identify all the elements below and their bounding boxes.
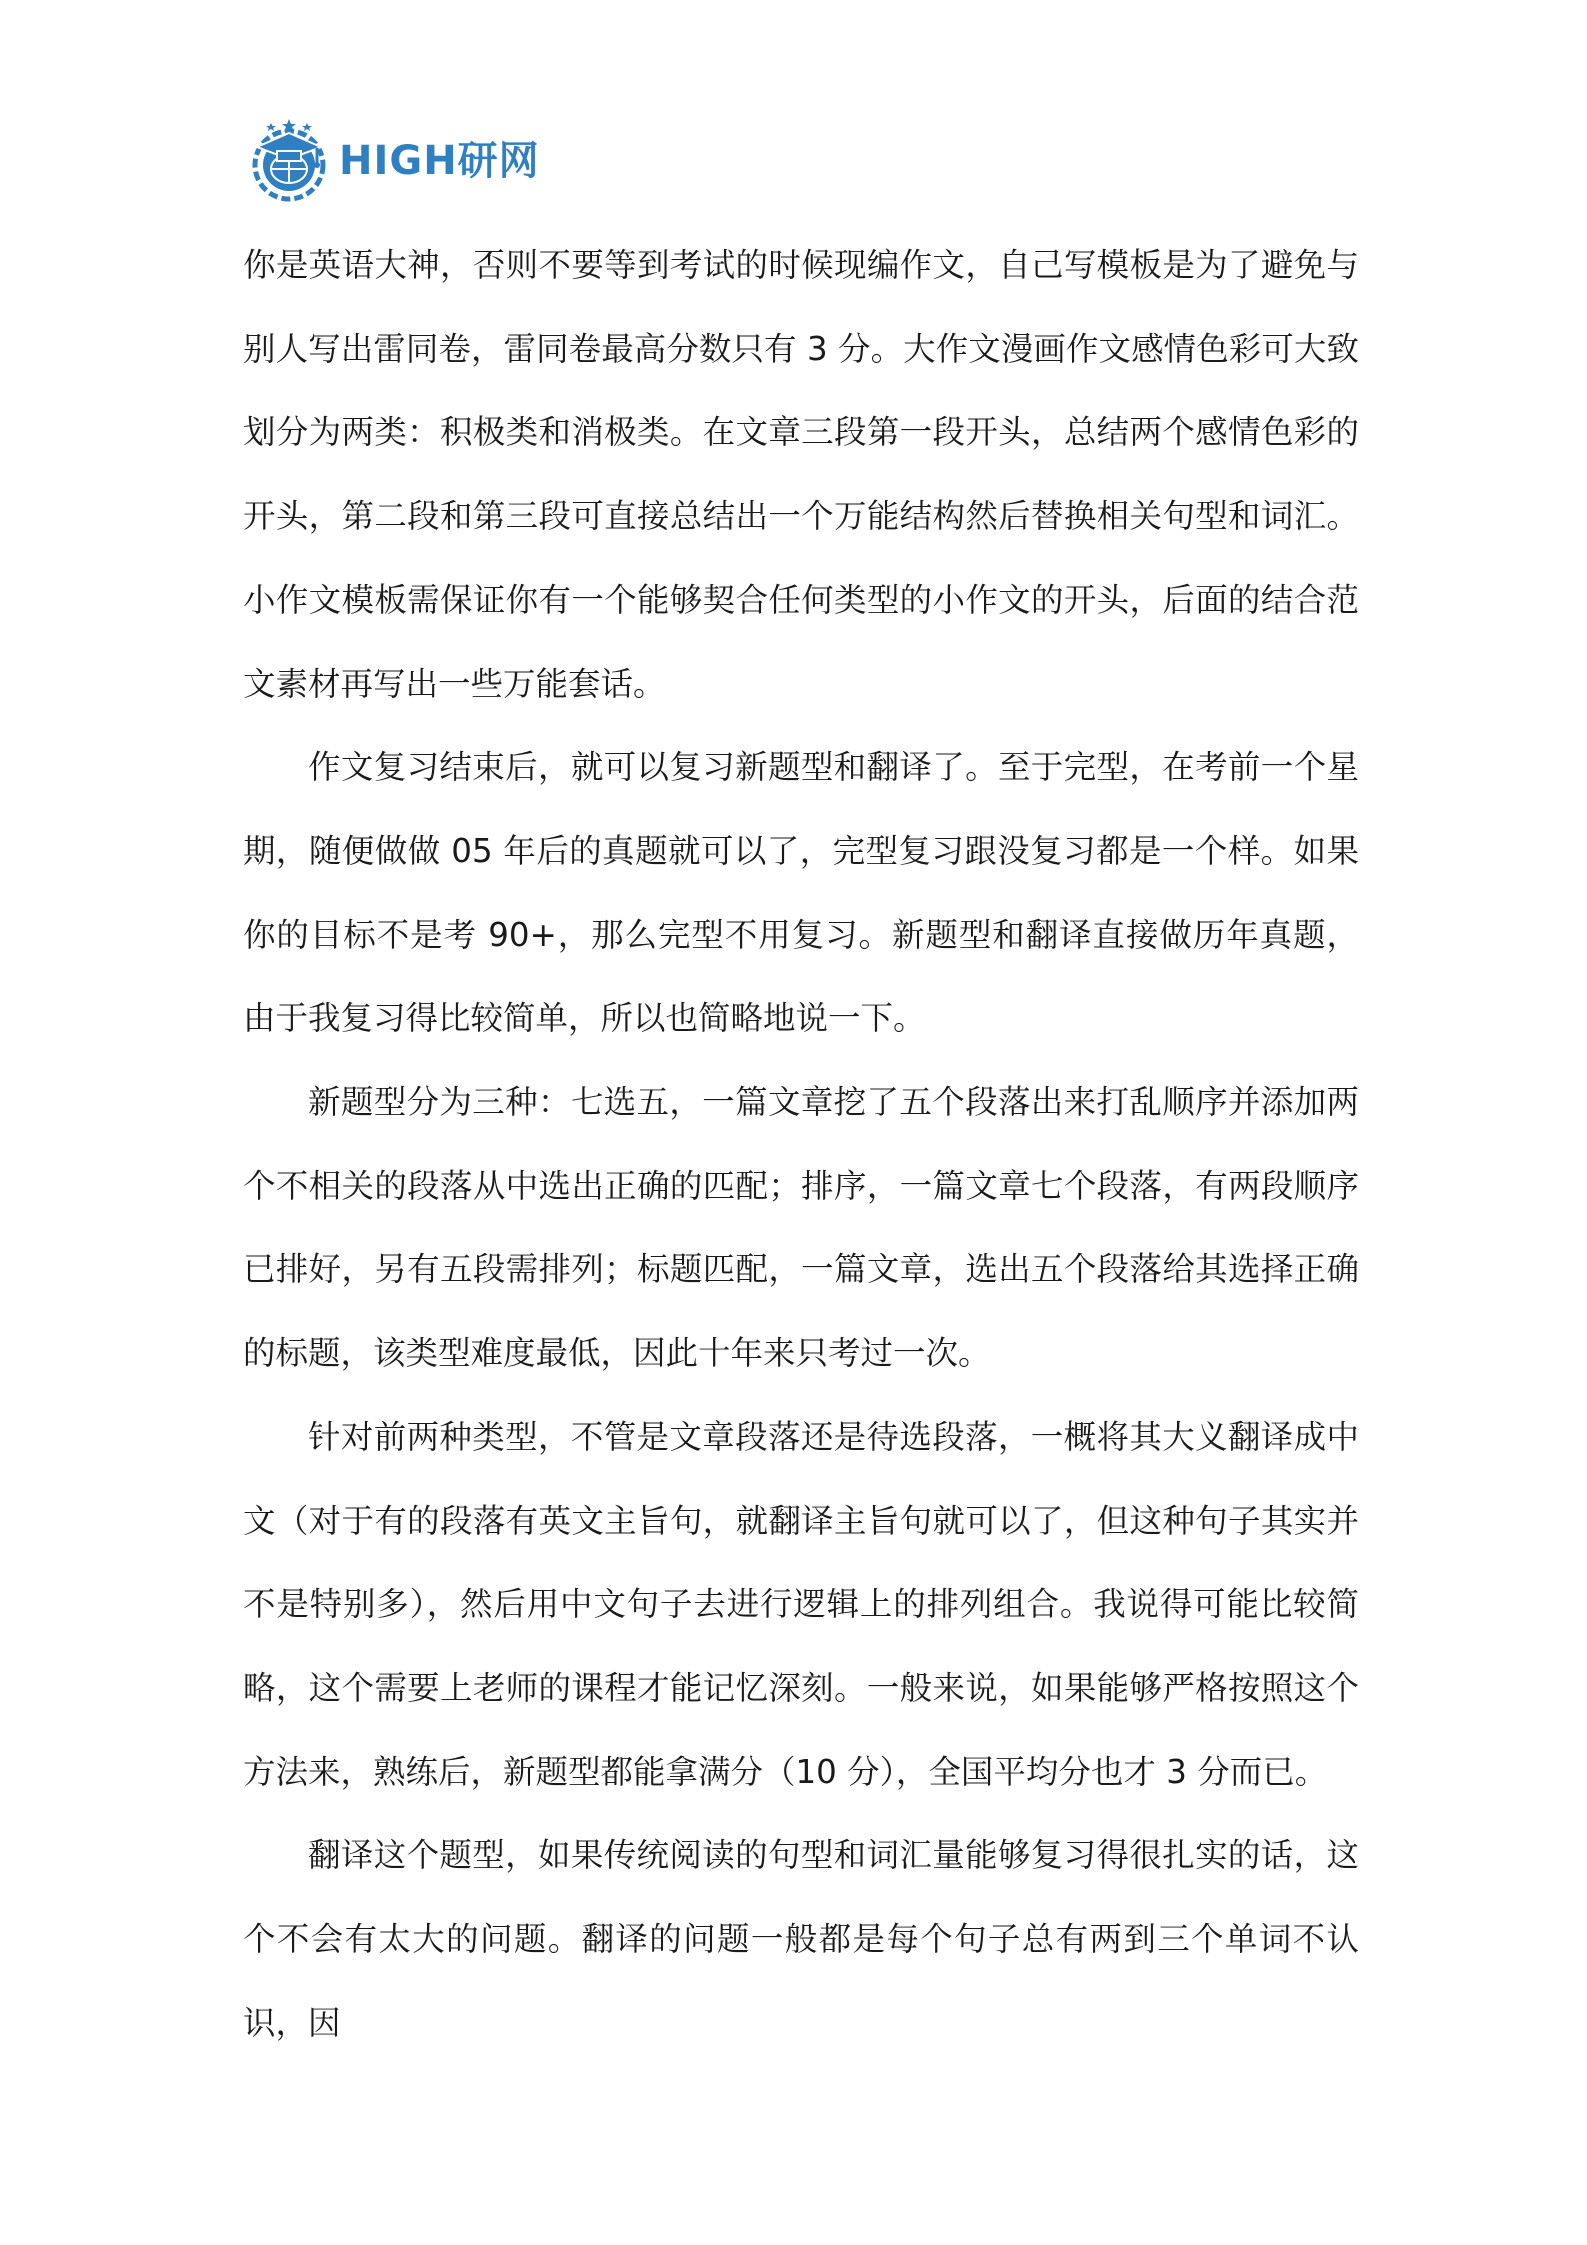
paragraph: 新题型分为三种：七选五，一篇文章挖了五个段落出来打乱顺序并添加两个不相关的段落从中选出正确的匹配；排序，一篇文章七个段落，有两段顺序已排好，另有五段需排列；标题匹配，一篇文章，选出五个段落给其选择正确的标题，该类型难度最低，因此十年来只考过一次。	[243, 1083, 1359, 1373]
graduation-cap-emblem-icon	[243, 115, 335, 207]
paragraph: 你是英语大神，否则不要等到考试的时候现编作文，自己写模板是为了避免与别人写出雷同卷，雷同卷最高分数只有 3 分。大作文漫画作文感情色彩可大致划分为两类：积极类和消极类。在文章三段第一段开头，总结两个感情色彩的开头，第二段和第三段可直接总结出一个万能结构然后替换相关句型和词汇。小作文模板需保证你有一个能够契合任何类型的小作文的开头，后面的结合范文素材再写出一些万能套话。	[243, 246, 1359, 703]
document-body	[243, 224, 1359, 2065]
paragraph: 翻译这个题型，如果传统阅读的句型和词汇量能够复习得很扎实的话，这个不会有太大的问题。翻译的问题一般都是每个句子总有两到三个单词不认识，因	[243, 1836, 1359, 2042]
brand-logo	[243, 115, 540, 207]
logo-text: HIGH研网	[339, 138, 540, 184]
paragraph: 针对前两种类型，不管是文章段落还是待选段落，一概将其大义翻译成中文（对于有的段落有英文主旨句，就翻译主旨句就可以了，但这种句子其实并不是特别多），然后用中文句子去进行逻辑上的排列组合。我说得可能比较简略，这个需要上老师的课程才能记忆深刻。一般来说，如果能够严格按照这个方法来，熟练后，新题型都能拿满分（10 分），全国平均分也才 3 分而已。	[243, 1417, 1359, 1791]
paragraph: 作文复习结束后，就可以复习新题型和翻译了。至于完型，在考前一个星期，随便做做 05 年后的真题就可以了，完型复习跟没复习都是一个样。如果你的目标不是考 90+，那么完型不用复习。新题型和翻译直接做历年真题，由于我复习得比较简单，所以也简略地说一下。	[243, 748, 1359, 1038]
